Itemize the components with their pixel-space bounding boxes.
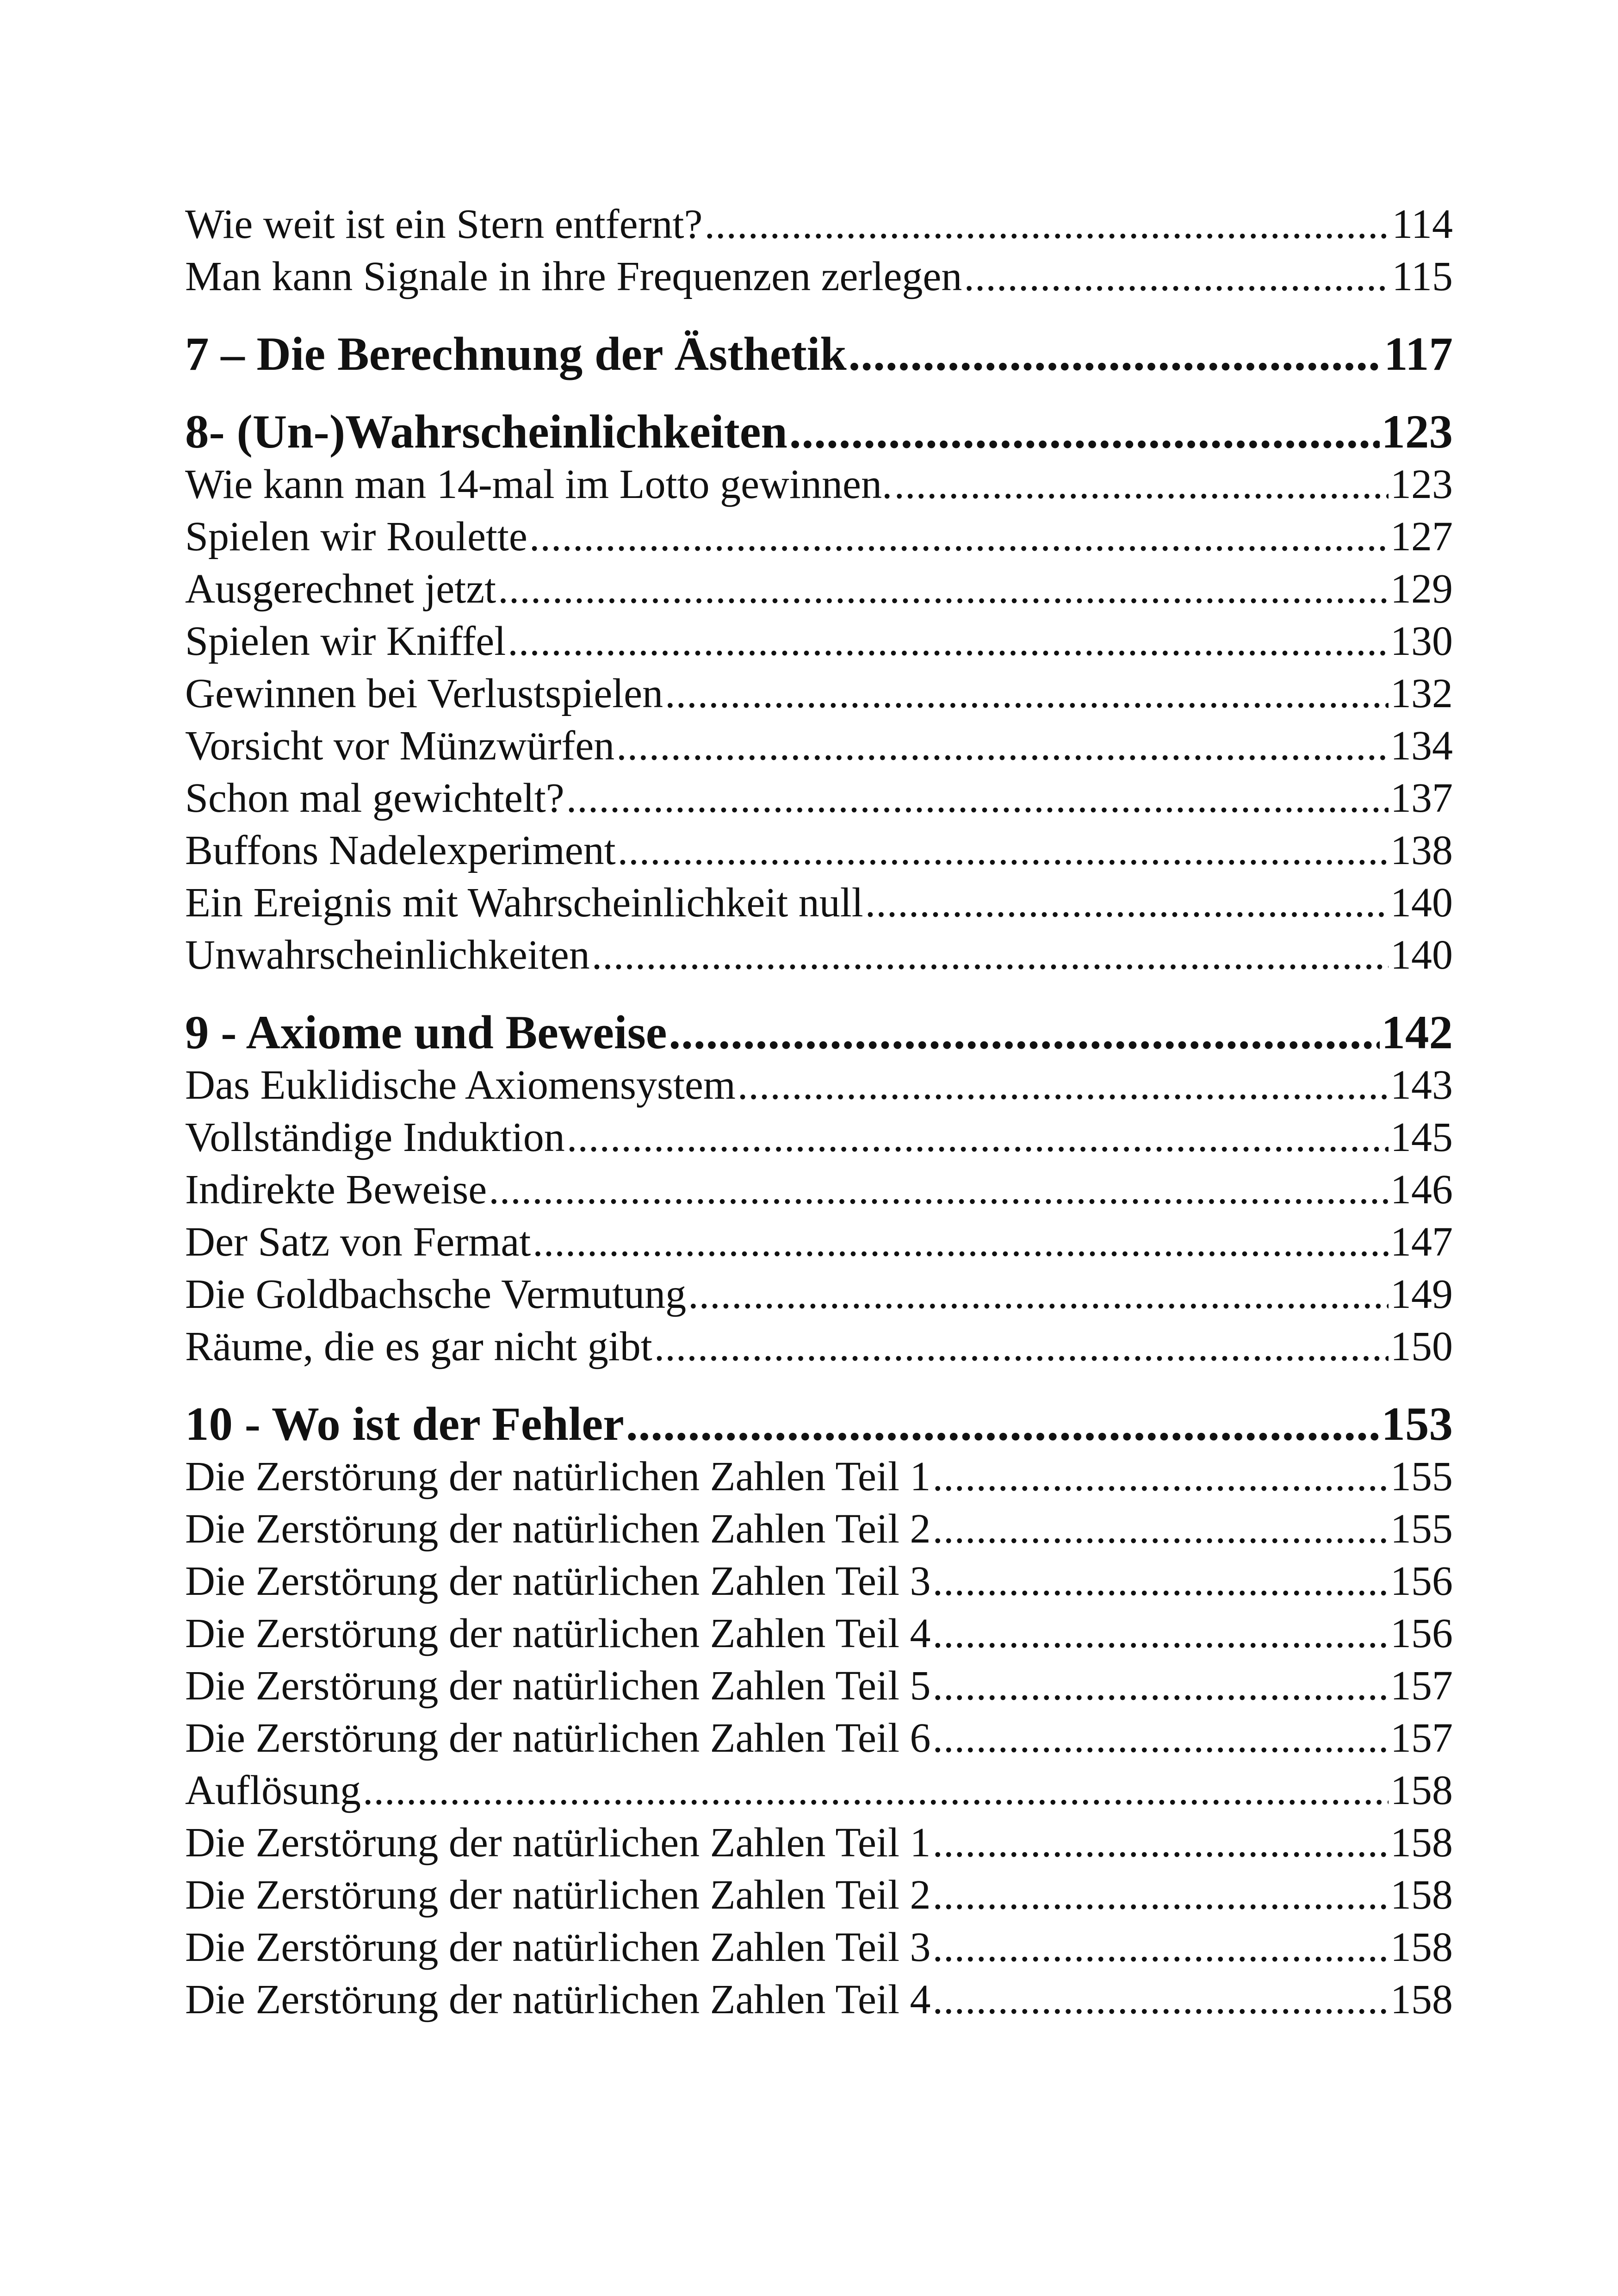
toc-entry-title: Buffons Nadelexperiment xyxy=(185,828,616,873)
toc-entry-row xyxy=(185,1712,1453,1764)
toc-entry-row xyxy=(185,1607,1453,1660)
toc-page-number: 134 xyxy=(1390,723,1453,769)
toc-entry-row xyxy=(185,1764,1453,1817)
toc-entry-row xyxy=(185,1164,1453,1216)
toc-page-number: 157 xyxy=(1390,1663,1453,1709)
toc-entry-title: Vollständige Induktion xyxy=(185,1114,565,1160)
toc-entry-title: Wie kann man 14-mal im Lotto gewinnen. xyxy=(185,461,893,507)
toc-entry-row xyxy=(185,929,1453,981)
toc-entry-row xyxy=(185,720,1453,772)
toc-page-number: 123 xyxy=(1381,406,1453,458)
toc-entry-title: Die Zerstörung der natürlichen Zahlen Teil 1 xyxy=(185,1454,931,1500)
toc-page-number: 143 xyxy=(1390,1062,1453,1108)
dot-leader xyxy=(865,877,1389,929)
toc-chapter-row xyxy=(185,1398,1453,1450)
dot-leader xyxy=(592,929,1389,981)
dot-leader xyxy=(964,250,1390,303)
toc-chapter-title: 7 – Die Berechnung der Ästhetik xyxy=(185,328,847,380)
dot-leader xyxy=(932,1712,1389,1764)
toc-entry-title: Die Zerstörung der natürlichen Zahlen Teil 5 xyxy=(185,1663,931,1709)
toc-entry-row xyxy=(185,1111,1453,1164)
dot-leader xyxy=(932,1973,1389,2026)
toc-entry-row xyxy=(185,615,1453,667)
toc-entry-row xyxy=(185,1503,1453,1555)
toc-page-number: 158 xyxy=(1390,1767,1453,1813)
toc-page-number: 155 xyxy=(1390,1454,1453,1500)
toc-entry-row xyxy=(185,667,1453,720)
toc-entry-row xyxy=(185,1059,1453,1111)
toc-page-number: 155 xyxy=(1390,1506,1453,1552)
toc-entry-title: Die Zerstörung der natürlichen Zahlen Teil 6 xyxy=(185,1715,931,1761)
dot-leader xyxy=(498,563,1389,615)
toc-entry-title: Ausgerechnet jetzt xyxy=(185,566,496,612)
toc-entry-title: Man kann Signale in ihre Frequenzen zerlegen xyxy=(185,254,962,299)
dot-leader xyxy=(932,1607,1389,1660)
toc-entry-title: Gewinnen bei Verlustspielen xyxy=(185,671,663,716)
dot-leader xyxy=(626,1398,1380,1450)
toc-entry-row xyxy=(185,1660,1453,1712)
toc-entry-title: Die Zerstörung der natürlichen Zahlen Teil 4 xyxy=(185,1977,931,2022)
dot-leader xyxy=(932,1869,1389,1921)
dot-leader xyxy=(616,720,1389,772)
toc-page-number: 149 xyxy=(1390,1271,1453,1317)
toc-page-number: 140 xyxy=(1390,932,1453,978)
dot-leader xyxy=(669,1007,1379,1059)
toc-entry-row xyxy=(185,510,1453,563)
toc-entry-row xyxy=(185,824,1453,877)
dot-leader xyxy=(618,824,1389,877)
dot-leader xyxy=(533,1216,1389,1268)
toc-page-number: 127 xyxy=(1390,514,1453,560)
toc-page-number: 158 xyxy=(1390,1977,1453,2022)
toc-page-number: 140 xyxy=(1390,880,1453,926)
toc-entry-row xyxy=(185,1921,1453,1973)
toc-chapter-title: 10 - Wo ist der Fehler xyxy=(185,1398,624,1450)
toc-entry-row xyxy=(185,1320,1453,1373)
dot-leader xyxy=(894,458,1389,510)
dot-leader xyxy=(849,328,1382,380)
dot-leader xyxy=(665,667,1389,720)
toc-page-number: 158 xyxy=(1390,1820,1453,1866)
toc-entry-title: Räume, die es gar nicht gibt xyxy=(185,1324,652,1369)
dot-leader xyxy=(932,1921,1389,1973)
toc-page-number: 146 xyxy=(1390,1167,1453,1213)
toc-entry-title: Die Zerstörung der natürlichen Zahlen Teil 1 xyxy=(185,1820,931,1866)
toc-page-number: 147 xyxy=(1390,1219,1453,1265)
toc-page-number: 137 xyxy=(1390,775,1453,821)
toc-entry-title: Ein Ereignis mit Wahrscheinlichkeit null xyxy=(185,880,863,926)
toc-entry-title: Die Zerstörung der natürlichen Zahlen Teil 3 xyxy=(185,1558,931,1604)
toc-chapter-title: 9 - Axiome und Beweise xyxy=(185,1007,667,1059)
dot-leader xyxy=(932,1503,1389,1555)
toc-entry-title: Wie weit ist ein Stern entfernt? xyxy=(185,201,703,247)
dot-leader xyxy=(529,510,1389,563)
toc-page-number: 138 xyxy=(1390,828,1453,873)
toc-page-number: 153 xyxy=(1381,1398,1453,1450)
dot-leader xyxy=(567,1111,1389,1164)
toc-entry-row xyxy=(185,1450,1453,1503)
toc-entry-title: Die Zerstörung der natürlichen Zahlen Teil 2 xyxy=(185,1872,931,1918)
toc-chapter-row xyxy=(185,406,1453,458)
toc-entry-title: Die Goldbachsche Vermutung xyxy=(185,1271,687,1317)
toc-page-number: 130 xyxy=(1390,618,1453,664)
toc-entry-title: Das Euklidische Axiomensystem xyxy=(185,1062,736,1108)
toc-entry-row xyxy=(185,563,1453,615)
dot-leader xyxy=(508,615,1389,667)
toc-entry-row xyxy=(185,772,1453,824)
table-of-contents xyxy=(185,198,1453,2026)
toc-entry-row xyxy=(185,1869,1453,1921)
toc-entry-title: Auflösung xyxy=(185,1767,361,1813)
toc-page-number: 145 xyxy=(1390,1114,1453,1160)
toc-page-number: 150 xyxy=(1390,1324,1453,1369)
toc-entry-title: Indirekte Beweise xyxy=(185,1167,487,1213)
toc-chapter-row xyxy=(185,1007,1453,1059)
toc-page-number: 158 xyxy=(1390,1924,1453,1970)
toc-entry-title: Spielen wir Kniffel xyxy=(185,618,506,664)
toc-chapter-row xyxy=(185,328,1453,380)
toc-entry-title: Die Zerstörung der natürlichen Zahlen Teil 3 xyxy=(185,1924,931,1970)
dot-leader xyxy=(932,1817,1389,1869)
toc-page-number: 158 xyxy=(1390,1872,1453,1918)
dot-leader xyxy=(789,406,1380,458)
toc-page-number: 157 xyxy=(1390,1715,1453,1761)
dot-leader xyxy=(654,1320,1389,1373)
toc-entry-title: Vorsicht vor Münzwürfen xyxy=(185,723,615,769)
toc-page-number: 132 xyxy=(1390,671,1453,716)
toc-entry-row xyxy=(185,250,1453,303)
dot-leader xyxy=(932,1660,1389,1712)
dot-leader xyxy=(566,772,1389,824)
toc-entry-title: Die Zerstörung der natürlichen Zahlen Teil 4 xyxy=(185,1611,931,1656)
toc-entry-row xyxy=(185,1555,1453,1607)
toc-page-number: 129 xyxy=(1390,566,1453,612)
dot-leader xyxy=(738,1059,1389,1111)
toc-entry-row xyxy=(185,198,1453,250)
toc-entry-row xyxy=(185,1268,1453,1320)
dot-leader xyxy=(489,1164,1389,1216)
toc-entry-row xyxy=(185,1817,1453,1869)
toc-entry-row xyxy=(185,1973,1453,2026)
toc-page-number: 115 xyxy=(1392,254,1453,299)
toc-page-number: 117 xyxy=(1384,328,1453,380)
toc-entry-title: Der Satz von Fermat xyxy=(185,1219,531,1265)
dot-leader xyxy=(688,1268,1389,1320)
toc-entry-row xyxy=(185,1216,1453,1268)
dot-leader xyxy=(705,198,1390,250)
toc-entry-row xyxy=(185,458,1453,510)
toc-page-number: 156 xyxy=(1390,1611,1453,1656)
toc-entry-title: Die Zerstörung der natürlichen Zahlen Teil 2 xyxy=(185,1506,931,1552)
toc-chapter-title: 8- (Un-)Wahrscheinlichkeiten xyxy=(185,406,787,458)
toc-page-number: 114 xyxy=(1392,201,1453,247)
toc-page-number: 142 xyxy=(1381,1007,1453,1059)
toc-page-number: 156 xyxy=(1390,1558,1453,1604)
toc-page-number: 123 xyxy=(1390,461,1453,507)
dot-leader xyxy=(932,1450,1389,1503)
toc-entry-row xyxy=(185,877,1453,929)
dot-leader xyxy=(932,1555,1389,1607)
toc-entry-title: Spielen wir Roulette xyxy=(185,514,527,560)
toc-entry-title: Schon mal gewichtelt? xyxy=(185,775,564,821)
toc-entry-title: Unwahrscheinlichkeiten xyxy=(185,932,590,978)
dot-leader xyxy=(363,1764,1389,1817)
